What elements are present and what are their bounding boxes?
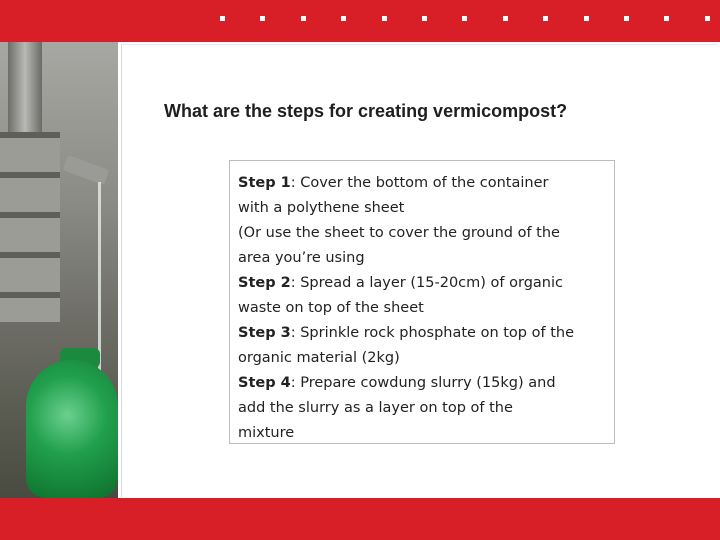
step-line: area you’re using bbox=[238, 250, 365, 266]
step-line: waste on top of the sheet bbox=[238, 300, 424, 316]
step-line: organic material (2kg) bbox=[238, 350, 400, 366]
side-photo bbox=[0, 42, 118, 498]
step-line: Step 2: Spread a layer (15-20cm) of organic bbox=[238, 275, 563, 291]
decorative-dots bbox=[220, 16, 710, 22]
header-band bbox=[0, 0, 720, 42]
pump-frame-icon bbox=[0, 132, 60, 322]
step-line: Step 4: Prepare cowdung slurry (15kg) and bbox=[238, 375, 556, 391]
step-line: Step 1: Cover the bottom of the container bbox=[238, 175, 549, 191]
footer-band bbox=[0, 498, 720, 540]
step-label: Step 1 bbox=[238, 175, 291, 191]
step-line: add the slurry as a layer on top of the bbox=[238, 400, 513, 416]
step-label: Step 4 bbox=[238, 375, 291, 391]
step-line: with a polythene sheet bbox=[238, 200, 405, 216]
step-label: Step 3 bbox=[238, 325, 291, 341]
pump-pipe-icon bbox=[8, 42, 42, 132]
green-pot-icon bbox=[26, 360, 118, 498]
slide-title: What are the steps for creating vermicompost? bbox=[164, 101, 568, 121]
pump-spout-icon bbox=[63, 155, 110, 185]
step-line: (Or use the sheet to cover the ground of the bbox=[238, 225, 560, 241]
step-line: mixture bbox=[238, 425, 295, 441]
steps-box bbox=[229, 160, 615, 444]
step-label: Step 2 bbox=[238, 275, 291, 291]
step-line: Step 3: Sprinkle rock phosphate on top of the bbox=[238, 325, 575, 341]
